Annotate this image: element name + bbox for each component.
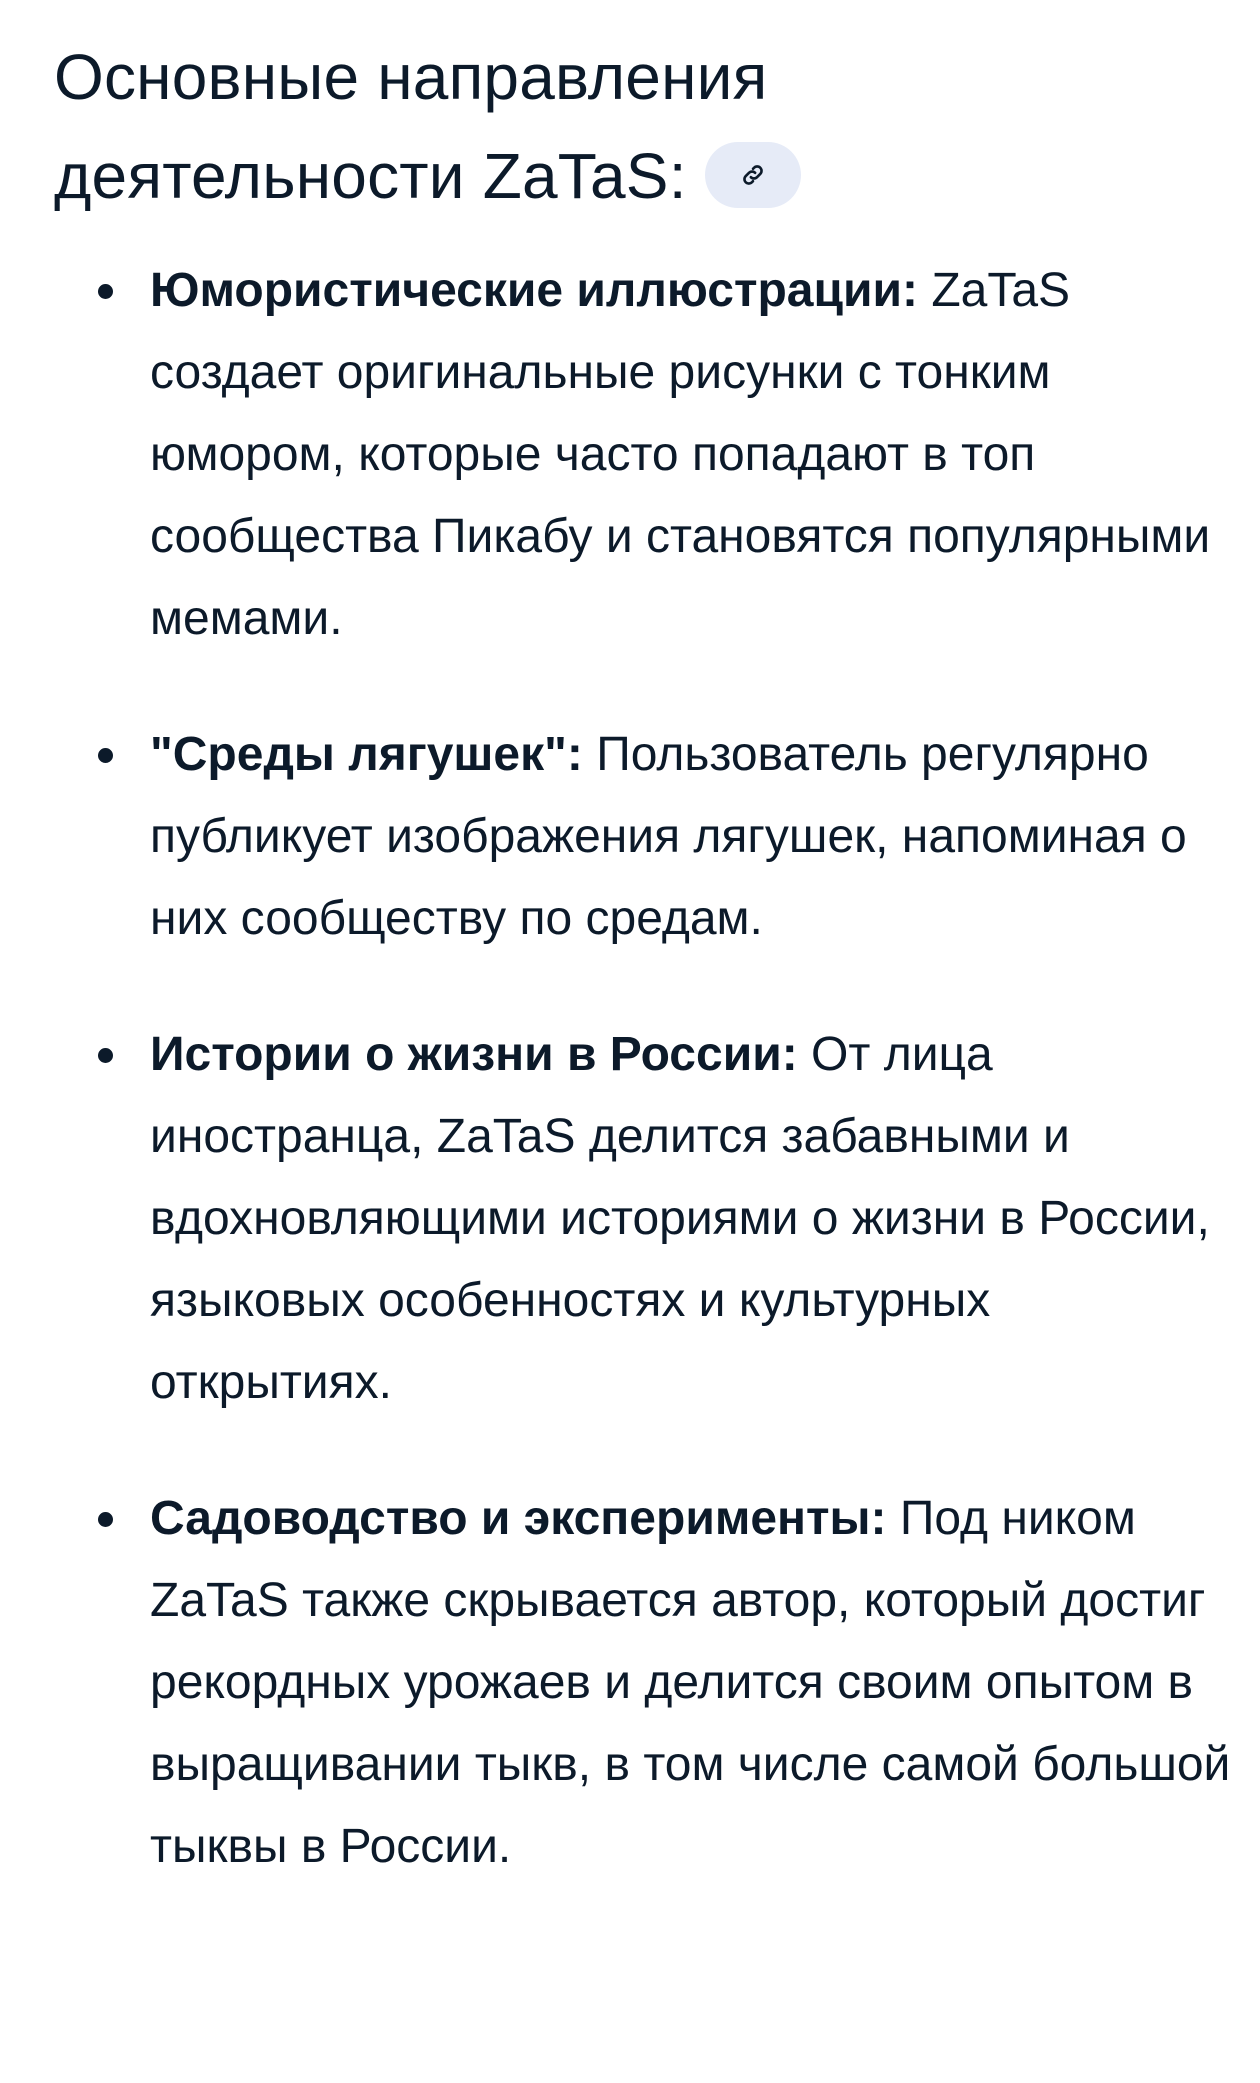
list-item-description: ZaTaS создает оригинальные рисунки с тонким юмором, которые часто попадают в топ сообщества Пикабу и становятся популярными мемами. xyxy=(150,264,1211,645)
article-section xyxy=(54,28,1234,1873)
list-item-term: "Среды лягушек": xyxy=(150,728,583,781)
list-item xyxy=(54,1014,1234,1424)
list-item-term: Юмористические иллюстрации: xyxy=(150,264,918,317)
list-item xyxy=(54,714,1234,960)
list-item-term: Садоводство и эксперименты: xyxy=(150,1492,887,1545)
section-heading-line-2 xyxy=(54,127,1234,226)
section-heading xyxy=(54,28,1234,226)
list-item xyxy=(54,250,1234,660)
heading-anchor-link-button[interactable] xyxy=(705,142,801,208)
list-item xyxy=(54,1478,1234,1888)
list-item-description: От лица иностранца, ZaTaS делится забавными и вдохновляющими историями о жизни в России, языковых особенностях и культурных открытиях. xyxy=(150,1028,1210,1409)
bullet-dot xyxy=(98,1048,113,1063)
list-item-description: Пользователь регулярно публикует изображения лягушек, напоминая о них сообществу по средам. xyxy=(150,728,1187,945)
list-item-description: Под ником ZaTaS также скрывается автор, который достиг рекордных урожаев и делится своим опытом в выращивании тыкв, в том числе самой большой тыквы в России. xyxy=(150,1492,1231,1873)
bullet-dot xyxy=(98,284,113,299)
link-icon xyxy=(740,162,766,188)
activities-list xyxy=(54,250,1234,1942)
bullet-dot xyxy=(98,748,113,763)
section-heading-line-1: Основные направления xyxy=(54,41,768,113)
section-heading-line-2-text: деятельности ZaTaS: xyxy=(54,140,687,212)
bullet-dot xyxy=(98,1512,113,1527)
list-item-term: Истории о жизни в России: xyxy=(150,1028,798,1081)
